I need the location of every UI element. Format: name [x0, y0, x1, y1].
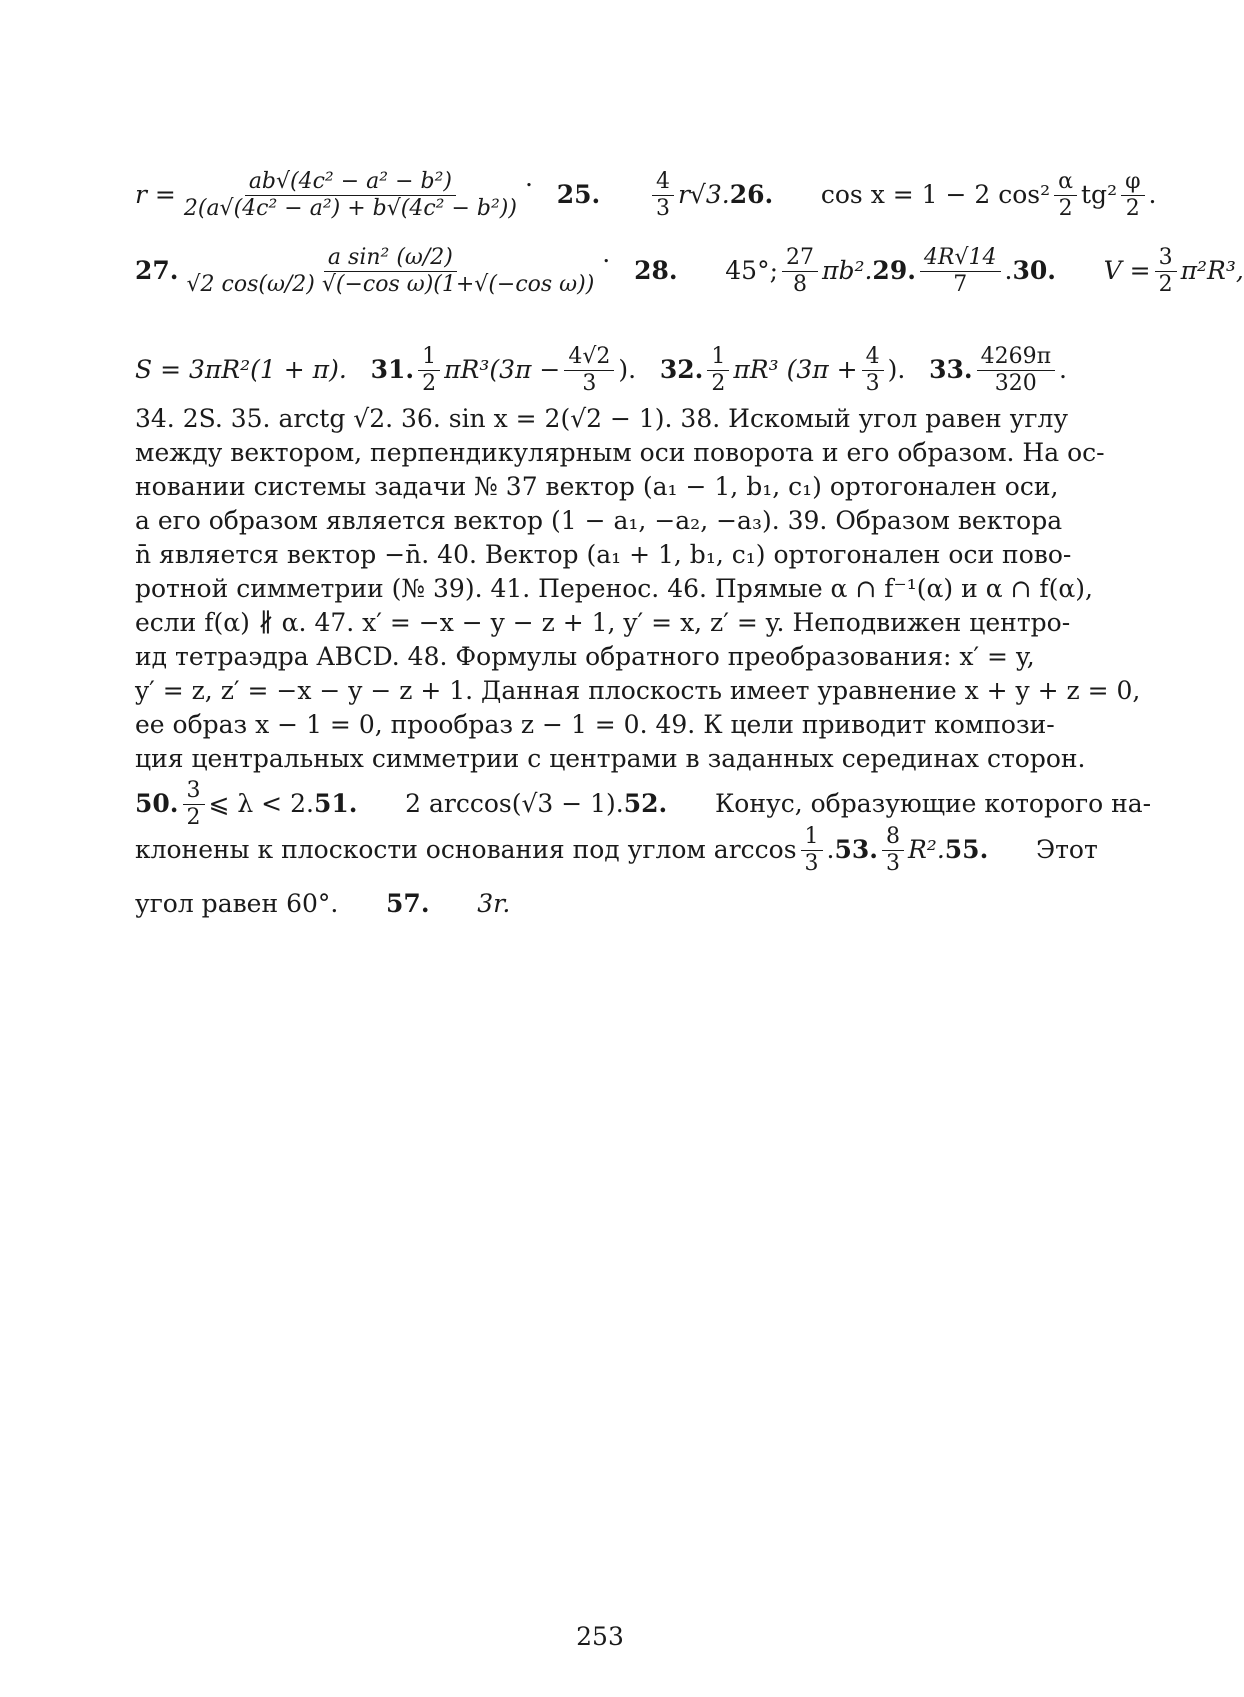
answer-line-1: r = $\frac{\text{ab√(4c² − a² − b²)}}{\text{2(a√(4c² − a²) + b√(4c² − b²))}}$ . 25. $\frac{4}{3}$ r√3. 26. cos x = 1 − 2 cos² $\frac{\alpha}{2}$ tg² $\frac{\varphi}{2}$ .	[135, 163, 1157, 221]
answer-52-number: 52.	[623, 789, 668, 818]
answer-line-3: S = 3πR²(1 + π). 31. $\frac{1}{2}$ πR³(3π − $\frac{4√2}{3}$ ). 32. $\frac{1}{2}$ πR³ (3π + $\frac{4}{3}$ ). 33. $\frac{4269\pi}{320}$ .	[135, 343, 1067, 396]
answer-25-fraction: $\frac{4}{3}$	[652, 169, 674, 222]
text-line: ция центральных симметрии с центрами в заданных серединах сторон.	[135, 744, 1086, 773]
page-number: 253	[576, 1622, 624, 1651]
answer-line-17: угол равен 60°. 57. 3r.	[135, 870, 1067, 938]
answer-33-number: 33.	[929, 355, 973, 384]
answer-53-number: 53.	[834, 835, 878, 864]
answer-29-number: 29.	[872, 256, 916, 285]
answer-line-2: 27. $\frac{\text{a sin² (ω/2)}}{\text{√2 cos(ω/2) √(−cos ω)(1+√(−cos ω))}}$ . 28. 45°; $\frac{27}{8}$ πb². 29. $\frac{4R√14}{7}$ . 30. V = $\frac{3}{2}$ π²R³,	[135, 239, 1244, 297]
answer-27-number: 27.	[135, 256, 179, 285]
answer-32-number: 32.	[659, 355, 704, 384]
text-line: ид тетраэдра ABCD. 48. Формулы обратного преобразования: x′ = y,	[135, 642, 1035, 671]
r-fraction: $\frac{\text{ab√(4c² − a² − b²)}}{\text{2(a√(4c² − a²) + b√(4c² − b²))}}$	[183, 168, 517, 221]
answer-line-16: клонены к плоскости основания под углом arccos $\frac{1}{3}$ . 53. $\frac{8}{3}$ R². 55. Этот	[135, 823, 1098, 876]
answer-line-15: 50. $\frac{3}{2}$ ⩽ λ < 2. 51. 2 arccos(√3 − 1). 52. Конус, образующие которого на-	[135, 777, 1152, 830]
surface-area-formula: S = 3πR²(1 + π).	[135, 355, 347, 384]
answer-27-fraction: $\frac{\text{a sin² (ω/2)}}{\text{√2 cos(ω/2) √(−cos ω)(1+√(−cos ω))}}$	[186, 244, 595, 297]
text-line: n̄ является вектор −n̄. 40. Вектор (a₁ + 1, b₁, c₁) ортогонален оси пово-	[135, 540, 1072, 569]
text-line: новании системы задачи № 37 вектор (a₁ − 1, b₁, c₁) ортогонален оси,	[135, 472, 1059, 501]
answer-28-number: 28.	[634, 256, 678, 285]
text-line: y′ = z, z′ = −x − y − z + 1. Данная плоскость имеет уравнение x + y + z = 0,	[135, 676, 1141, 705]
answer-55-number: 55.	[944, 835, 989, 864]
answer-30-number: 30.	[1012, 256, 1056, 285]
answer-51-number: 51.	[313, 789, 358, 818]
answer-50-number: 50.	[135, 789, 179, 818]
answer-57-number: 57.	[386, 889, 430, 918]
text-line: ротной симметрии (№ 39). 41. Перенос. 46. Прямые α ∩ f⁻¹(α) и α ∩ f(α),	[135, 574, 1094, 603]
text-line: 34. 2S. 35. arctg √2. 36. sin x = 2(√2 − 1). 38. Искомый угол равен углу	[135, 404, 1069, 433]
answer-31-number: 31.	[370, 355, 415, 384]
r-prefix: r =	[135, 180, 176, 209]
answer-25-number: 25.	[556, 180, 601, 209]
text-line: между вектором, перпендикулярным оси поворота и его образом. На ос-	[135, 438, 1105, 467]
text-line: ее образ x − 1 = 0, прообраз z − 1 = 0. 49. К цели приводит компози-	[135, 710, 1055, 739]
text-line: если f(α) ∦ α. 47. x′ = −x − y − z + 1, y′ = x, z′ = y. Неподвижен центро-	[135, 608, 1071, 637]
text-line: а его образом является вектор (1 − a₁, −a₂, −a₃). 39. Образом вектора	[135, 506, 1063, 535]
answer-26-number: 26.	[729, 180, 774, 209]
